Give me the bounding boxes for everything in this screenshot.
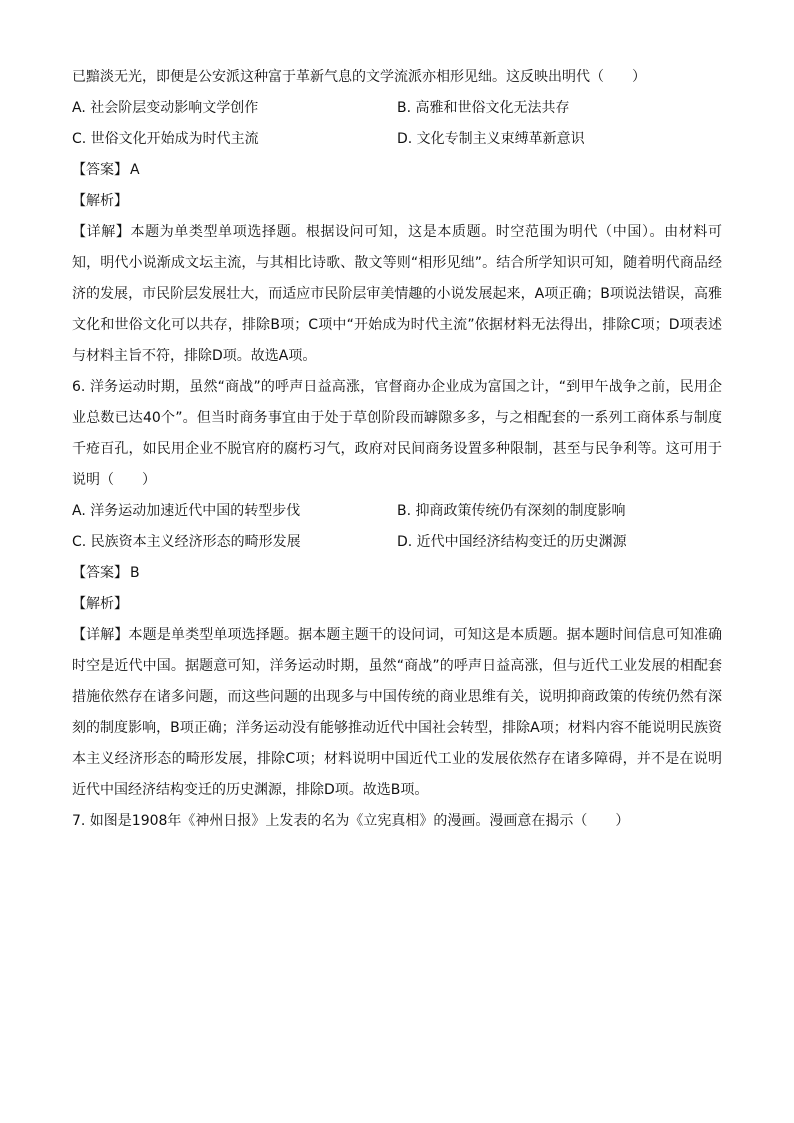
q6-stem: 6. 洋务运动时期，虽然“商战”的呼声日益高涨，官督商办企业成为富国之计，“到甲午战争之前，民用企业总数已达40个”。但当时商务事宜由于处于草创阶段而罅隙多多，与之相配套的一系列工商体系与制度千疮百孔，如民用企业不脱官府的腐朽习气，政府对民间商务设置多种限制，甚至与民争利等。这可用于说明（ ）: [72, 379, 722, 488]
q6-answer: [72, 558, 722, 589]
q6-option-d: D. 近代中国经济结构变迁的历史渊源: [397, 534, 627, 550]
q6-option-b: B. 抑商政策传统仍有深刻的制度影响: [397, 503, 626, 519]
q5-option-d: D. 文化专制主义束缚革新意识: [397, 131, 585, 147]
q5-detail: [72, 217, 722, 372]
q5-detail-label: 【详解】: [72, 224, 131, 240]
q6-option-c: C. 民族资本主义经济形态的畸形发展: [72, 534, 301, 550]
q5-detail-text: 本题为单类型单项选择题。根据设问可知，这是本质题。时空范围为明代（中国）。由材料可知，明代小说渐成文坛主流，与其相比诗歌、散文等则“相形见绌”。结合所学知识可知，随着明代商品经济的发展，市民阶层发展壮大，而适应市民阶层审美情趣的小说发展起来，A项正确；B项说法错误，高雅文化和世俗文化可以共存，排除B项；C项中“开始成为时代主流”依据材料无法得出，排除C项；D项表述与材料主旨不符，排除D项。故选A项。: [72, 224, 723, 364]
q5-stem-tail: 已黯淡无光，即便是公安派这种富于革新气息的文学流派亦相形见绌。这反映出明代（ ）: [72, 69, 646, 85]
q6-detail-text: 本题是单类型单项选择题。据本题主题干的设问词，可知这是本质题。据本题时间信息可知准确时空是近代中国。据题意可知，洋务运动时期，虽然“商战”的呼声日益高涨，但与近代工业发展的相配套措施依然存在诸多问题，而这些问题的出现多与中国传统的商业思维有关，说明抑商政策的传统仍然有深刻的制度影响，B项正确；洋务运动没有能够推动近代中国社会转型，排除A项；材料内容不能说明民族资本主义经济形态的畸形发展，排除C项；材料说明中国近代工业的发展依然存在诸多障碍，并不是在说明近代中国经济结构变迁的历史渊源，排除D项。故选B项。: [72, 627, 723, 798]
q6-detail: [72, 620, 722, 806]
q7-stem: 7. 如图是1908年《神州日报》上发表的名为《立宪真相》的漫画。漫画意在揭示（ ）: [72, 813, 630, 829]
q6-option-a: A. 洋务运动加速近代中国的转型步伐: [72, 503, 301, 519]
q6-options-row-1: [72, 496, 722, 527]
q5-option-b: B. 高雅和世俗文化无法共存: [397, 100, 570, 116]
q5-option-a: A. 社会阶层变动影响文学创作: [72, 100, 259, 116]
q5-options-row-2: [72, 124, 722, 155]
q6-analysis-label: 【解析】: [72, 596, 128, 612]
q5-analysis-label: 【解析】: [72, 193, 128, 209]
q6-answer-label: 【答案】: [72, 565, 128, 581]
q6-options-row-2: [72, 527, 722, 558]
q5-answer: [72, 155, 722, 186]
q5-options-row-1: [72, 93, 722, 124]
q5-option-c: C. 世俗文化开始成为时代主流: [72, 131, 259, 147]
document-page: [72, 62, 722, 837]
q6-detail-label: 【详解】: [72, 627, 129, 643]
q5-answer-label: 【答案】: [72, 162, 128, 178]
q6-answer-value: B: [130, 565, 140, 581]
q5-answer-value: A: [130, 162, 140, 178]
